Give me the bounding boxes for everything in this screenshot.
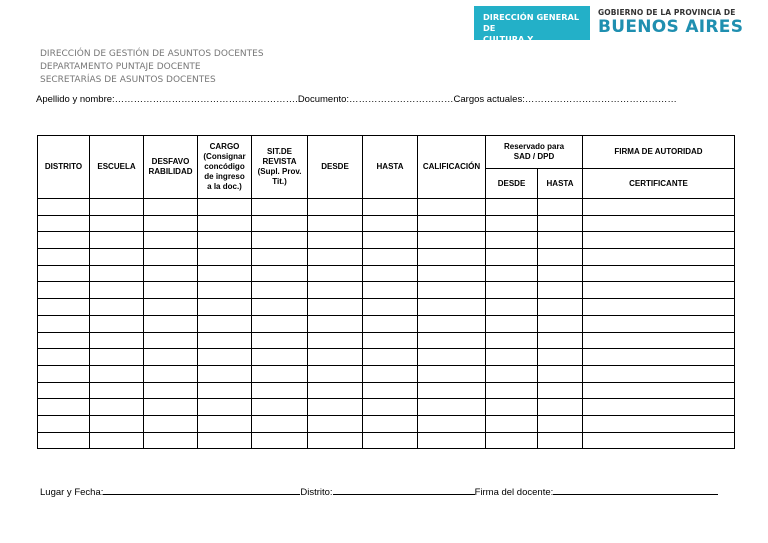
table-cell[interactable] xyxy=(144,282,198,299)
table-cell[interactable] xyxy=(418,415,486,432)
dgce-logo-box xyxy=(474,6,590,55)
table-cell[interactable] xyxy=(308,265,363,282)
table-cell[interactable] xyxy=(583,432,735,449)
table-row xyxy=(38,432,735,449)
table-cell[interactable] xyxy=(90,365,144,382)
table-cell[interactable] xyxy=(38,215,90,232)
table-cell[interactable] xyxy=(90,349,144,366)
table-cell[interactable] xyxy=(252,399,308,416)
table-cell[interactable] xyxy=(252,332,308,349)
table-cell[interactable] xyxy=(418,332,486,349)
table-cell[interactable] xyxy=(90,265,144,282)
table-cell[interactable] xyxy=(38,382,90,399)
table-cell[interactable] xyxy=(144,415,198,432)
table-cell[interactable] xyxy=(583,282,735,299)
table-cell[interactable] xyxy=(144,349,198,366)
table-cell[interactable] xyxy=(308,399,363,416)
table-cell[interactable] xyxy=(252,215,308,232)
table-cell[interactable] xyxy=(144,199,198,216)
table-cell[interactable] xyxy=(486,282,538,299)
table-cell[interactable] xyxy=(363,332,418,349)
table-cell[interactable] xyxy=(418,265,486,282)
table-cell[interactable] xyxy=(198,349,252,366)
table-cell[interactable] xyxy=(538,232,583,249)
table-cell[interactable] xyxy=(144,382,198,399)
header-cargo-line: concódigo xyxy=(204,162,245,171)
table-cell[interactable] xyxy=(363,399,418,416)
brand-line-1: DIRECCIÓN GENERAL DE xyxy=(483,12,580,33)
table-cell[interactable] xyxy=(198,249,252,266)
table-cell[interactable] xyxy=(538,282,583,299)
header-reservado-line: Reservado para xyxy=(503,142,565,151)
lugar-fecha-field[interactable] xyxy=(103,484,300,495)
table-cell[interactable] xyxy=(418,349,486,366)
table-cell[interactable] xyxy=(363,232,418,249)
table-cell[interactable] xyxy=(308,282,363,299)
table-cell[interactable] xyxy=(38,365,90,382)
table-cell[interactable] xyxy=(418,432,486,449)
table-cell[interactable] xyxy=(144,332,198,349)
table-cell[interactable] xyxy=(308,199,363,216)
table-cell[interactable] xyxy=(38,199,90,216)
table-cell[interactable] xyxy=(198,199,252,216)
table-cell[interactable] xyxy=(583,365,735,382)
table-cell[interactable] xyxy=(486,265,538,282)
table-cell[interactable] xyxy=(198,265,252,282)
table-cell[interactable] xyxy=(252,415,308,432)
distrito-field[interactable] xyxy=(333,484,475,495)
table-cell[interactable] xyxy=(538,399,583,416)
department-line: DIRECCIÓN DE GESTIÓN DE ASUNTOS DOCENTES xyxy=(40,49,264,59)
department-heading xyxy=(40,48,264,87)
header-desfavo-line: DESFAVO xyxy=(151,157,190,166)
table-cell[interactable] xyxy=(90,432,144,449)
table-cell[interactable] xyxy=(252,432,308,449)
table-cell[interactable] xyxy=(486,382,538,399)
table-row xyxy=(38,232,735,249)
table-cell[interactable] xyxy=(198,299,252,316)
table-cell[interactable] xyxy=(538,265,583,282)
table-cell[interactable] xyxy=(198,332,252,349)
table-cell[interactable] xyxy=(583,215,735,232)
table-cell[interactable] xyxy=(38,249,90,266)
header-reservado xyxy=(486,136,583,169)
table-cell[interactable] xyxy=(144,249,198,266)
table-cell[interactable] xyxy=(418,382,486,399)
table-cell[interactable] xyxy=(252,282,308,299)
table-cell[interactable] xyxy=(538,382,583,399)
header-sit-line: Tit.) xyxy=(272,177,287,186)
table-row xyxy=(38,299,735,316)
header-cargo xyxy=(198,136,252,199)
subheader-desde: DESDE xyxy=(486,169,538,199)
table-row xyxy=(38,265,735,282)
table-row xyxy=(38,332,735,349)
table-cell[interactable] xyxy=(144,215,198,232)
table-row xyxy=(38,399,735,416)
lugar-fecha-label: Lugar y Fecha: xyxy=(40,487,104,498)
table-cell[interactable] xyxy=(418,315,486,332)
header-escuela: ESCUELA xyxy=(90,136,144,199)
table-cell[interactable] xyxy=(308,432,363,449)
table-cell[interactable] xyxy=(583,399,735,416)
department-line: SECRETARÍAS DE ASUNTOS DOCENTES xyxy=(40,75,216,85)
header-distrito: DISTRITO xyxy=(38,136,90,199)
table-cell[interactable] xyxy=(144,365,198,382)
table-row xyxy=(38,349,735,366)
table-cell[interactable] xyxy=(90,382,144,399)
table-cell[interactable] xyxy=(90,215,144,232)
signature-line xyxy=(40,484,718,498)
table-cell[interactable] xyxy=(583,232,735,249)
table-cell[interactable] xyxy=(308,332,363,349)
header-firma-autoridad: FIRMA DE AUTORIDAD xyxy=(583,136,735,169)
antecedentes-table xyxy=(37,135,735,449)
table-cell[interactable] xyxy=(90,232,144,249)
table-row xyxy=(38,382,735,399)
table-row xyxy=(38,315,735,332)
table-cell[interactable] xyxy=(538,215,583,232)
table-cell[interactable] xyxy=(418,215,486,232)
table-cell[interactable] xyxy=(418,232,486,249)
table-cell[interactable] xyxy=(363,349,418,366)
table-row xyxy=(38,249,735,266)
table-cell[interactable] xyxy=(252,232,308,249)
table-cell[interactable] xyxy=(538,349,583,366)
table-cell[interactable] xyxy=(583,332,735,349)
table-cell[interactable] xyxy=(198,215,252,232)
table-cell[interactable] xyxy=(38,432,90,449)
table-cell[interactable] xyxy=(252,249,308,266)
table-cell[interactable] xyxy=(38,232,90,249)
gov-small-text: GOBIERNO DE LA PROVINCIA DE xyxy=(598,8,736,17)
table-cell[interactable] xyxy=(363,415,418,432)
table-cell[interactable] xyxy=(486,232,538,249)
table-cell[interactable] xyxy=(486,199,538,216)
header-sit-line: SIT.DE xyxy=(267,147,292,156)
table-cell[interactable] xyxy=(90,249,144,266)
table-cell[interactable] xyxy=(90,332,144,349)
table-cell[interactable] xyxy=(198,382,252,399)
table-cell[interactable] xyxy=(198,282,252,299)
firma-docente-label: Firma del docente: xyxy=(474,487,554,498)
table-cell[interactable] xyxy=(418,282,486,299)
table-cell[interactable] xyxy=(252,315,308,332)
table-row xyxy=(38,365,735,382)
header-desde: DESDE xyxy=(308,136,363,199)
table-cell[interactable] xyxy=(583,382,735,399)
header-reservado-line: SAD / DPD xyxy=(513,152,555,161)
table-cell[interactable] xyxy=(252,265,308,282)
header-desfavo-line: RABILIDAD xyxy=(148,167,193,176)
table-cell[interactable] xyxy=(538,299,583,316)
table-cell[interactable] xyxy=(38,332,90,349)
table-cell[interactable] xyxy=(252,382,308,399)
header-cargo-line: a la doc.) xyxy=(207,182,242,191)
table-cell[interactable] xyxy=(308,382,363,399)
table-cell[interactable] xyxy=(583,299,735,316)
table-cell[interactable] xyxy=(90,399,144,416)
table-cell[interactable] xyxy=(583,249,735,266)
identification-line[interactable]: Apellido y nombre:………………………………………………….Documento:……………………………Cargos actuales:………………………………………… xyxy=(36,94,677,105)
table-cell[interactable] xyxy=(144,265,198,282)
table-cell[interactable] xyxy=(308,249,363,266)
table-cell[interactable] xyxy=(38,399,90,416)
table-cell[interactable] xyxy=(363,382,418,399)
table-row xyxy=(38,415,735,432)
table-cell[interactable] xyxy=(486,432,538,449)
table-cell[interactable] xyxy=(38,349,90,366)
table-cell[interactable] xyxy=(198,415,252,432)
table-cell[interactable] xyxy=(363,249,418,266)
table-cell[interactable] xyxy=(38,299,90,316)
table-cell[interactable] xyxy=(308,365,363,382)
header-sit-revista xyxy=(252,136,308,199)
header-hasta: HASTA xyxy=(363,136,418,199)
gov-logo xyxy=(598,8,743,37)
table-cell[interactable] xyxy=(308,232,363,249)
table-cell[interactable] xyxy=(538,199,583,216)
table-cell[interactable] xyxy=(252,349,308,366)
header-sit-line: REVISTA xyxy=(262,157,297,166)
table-cell[interactable] xyxy=(583,315,735,332)
table-cell[interactable] xyxy=(486,415,538,432)
table-cell[interactable] xyxy=(583,265,735,282)
table-cell[interactable] xyxy=(90,315,144,332)
table-cell[interactable] xyxy=(198,399,252,416)
gov-big-text: BUENOS AIRES xyxy=(598,17,744,37)
table-cell[interactable] xyxy=(363,365,418,382)
table-cell[interactable] xyxy=(583,349,735,366)
brand-line-2: CULTURA Y EDUCACIÓN xyxy=(483,34,538,55)
table-cell[interactable] xyxy=(144,432,198,449)
table-cell[interactable] xyxy=(144,232,198,249)
header-sit-line: (Supl. Prov. xyxy=(257,167,302,176)
table-cell[interactable] xyxy=(486,299,538,316)
table-row xyxy=(38,282,735,299)
table-cell[interactable] xyxy=(486,365,538,382)
table-cell[interactable] xyxy=(38,315,90,332)
table-cell[interactable] xyxy=(538,315,583,332)
table-cell[interactable] xyxy=(538,365,583,382)
table-cell[interactable] xyxy=(144,315,198,332)
table-cell[interactable] xyxy=(144,299,198,316)
table-cell[interactable] xyxy=(486,349,538,366)
table-cell[interactable] xyxy=(252,365,308,382)
table-cell[interactable] xyxy=(418,399,486,416)
table-cell[interactable] xyxy=(198,365,252,382)
table-cell[interactable] xyxy=(538,332,583,349)
table-cell[interactable] xyxy=(252,299,308,316)
table-cell[interactable] xyxy=(418,199,486,216)
table-cell[interactable] xyxy=(486,249,538,266)
table-cell[interactable] xyxy=(418,249,486,266)
table-cell[interactable] xyxy=(363,215,418,232)
header-cargo-line: CARGO xyxy=(209,142,240,151)
table-cell[interactable] xyxy=(308,215,363,232)
table-cell[interactable] xyxy=(90,415,144,432)
table-cell[interactable] xyxy=(308,349,363,366)
header-cargo-line: de ingreso xyxy=(204,172,245,181)
header-calificacion: CALIFICACIÓN xyxy=(418,136,486,199)
firma-docente-field[interactable] xyxy=(553,484,718,495)
table-cell[interactable] xyxy=(90,199,144,216)
table-cell[interactable] xyxy=(363,432,418,449)
table-cell[interactable] xyxy=(538,249,583,266)
table-cell[interactable] xyxy=(363,299,418,316)
table-cell[interactable] xyxy=(363,199,418,216)
table-cell[interactable] xyxy=(486,399,538,416)
distrito-label: Distrito: xyxy=(300,487,333,498)
table-cell[interactable] xyxy=(38,415,90,432)
table-cell[interactable] xyxy=(583,415,735,432)
table-cell[interactable] xyxy=(308,415,363,432)
header-desfavorabilidad xyxy=(144,136,198,199)
table-row xyxy=(38,215,735,232)
table-cell[interactable] xyxy=(418,365,486,382)
subheader-hasta: HASTA xyxy=(538,169,583,199)
table-cell[interactable] xyxy=(38,282,90,299)
table-cell[interactable] xyxy=(486,215,538,232)
table-cell[interactable] xyxy=(486,315,538,332)
table-cell[interactable] xyxy=(38,265,90,282)
table-cell[interactable] xyxy=(363,265,418,282)
header-cargo-line: (Consignar xyxy=(203,152,246,161)
table-cell[interactable] xyxy=(90,282,144,299)
table-body xyxy=(38,199,735,449)
table-cell[interactable] xyxy=(198,315,252,332)
table-cell[interactable] xyxy=(538,415,583,432)
table-cell[interactable] xyxy=(363,315,418,332)
table-cell[interactable] xyxy=(538,432,583,449)
table-cell[interactable] xyxy=(583,199,735,216)
table-cell[interactable] xyxy=(144,399,198,416)
table-cell[interactable] xyxy=(363,282,418,299)
table-cell[interactable] xyxy=(418,299,486,316)
header-firma-certificante: CERTIFICANTE xyxy=(583,169,735,199)
table-cell[interactable] xyxy=(198,432,252,449)
table-cell[interactable] xyxy=(252,199,308,216)
table-cell[interactable] xyxy=(486,332,538,349)
department-line: DEPARTAMENTO PUNTAJE DOCENTE xyxy=(40,62,201,72)
table-cell[interactable] xyxy=(308,299,363,316)
table-cell[interactable] xyxy=(90,299,144,316)
table-cell[interactable] xyxy=(308,315,363,332)
table-row xyxy=(38,199,735,216)
table-cell[interactable] xyxy=(198,232,252,249)
